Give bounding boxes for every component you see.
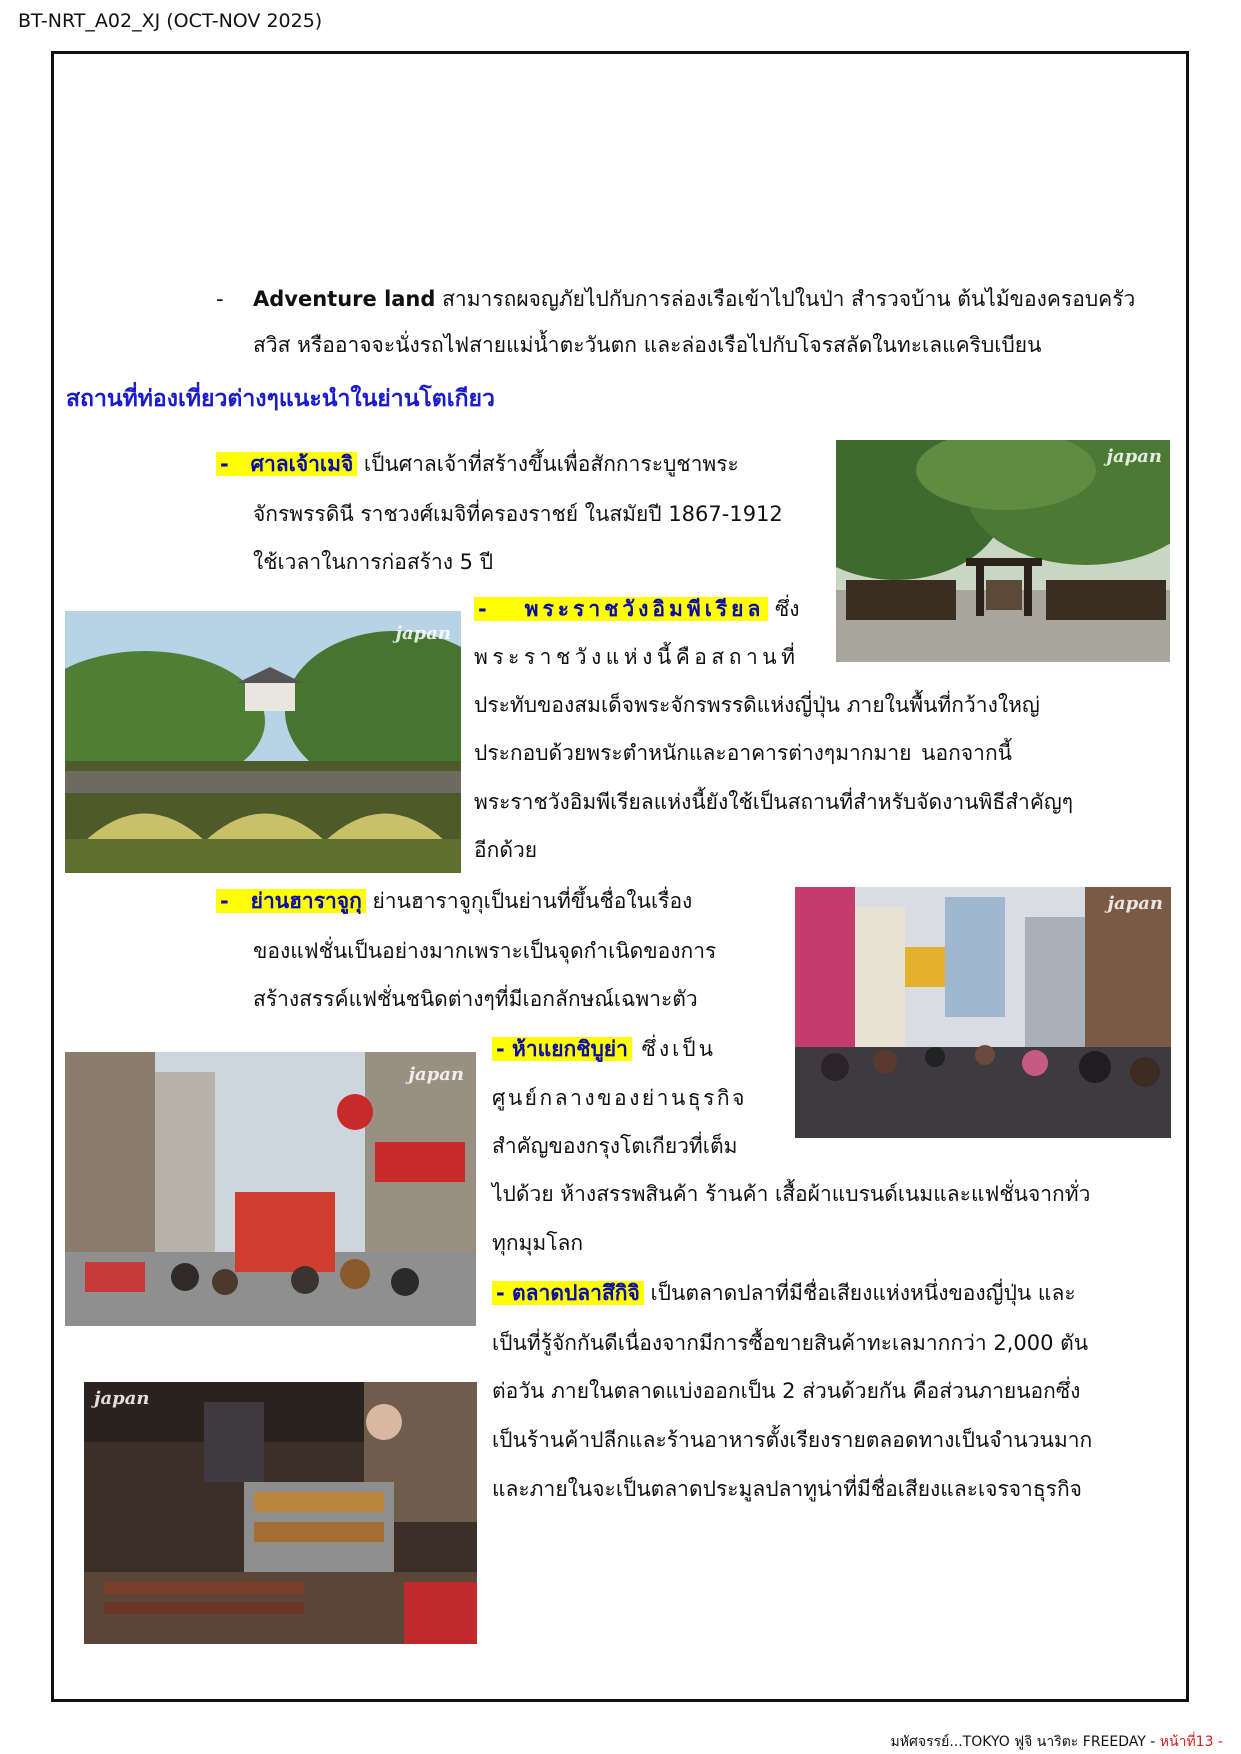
harajuku-line-3: สร้างสรรค์แฟชั่นชนิดต่างๆที่มีเอกลักษณ์เฉพาะตัว [253,987,698,1011]
adventure-bullet: - [216,287,224,311]
imperial-palace-photo [65,611,461,873]
document-code: BT-NRT_A02_XJ (OCT-NOV 2025) [18,10,323,32]
shibuya-line-1: - ห้าแยกชิบูย่า ซึ่งเป็น [492,1034,716,1064]
tsukiji-line-5: และภายในจะเป็นตลาดประมูลปลาทูน่าที่มีชื่อเสียงและเจรจาธุรกิจ [492,1477,1082,1501]
section-title: สถานที่ท่องเที่ยวต่างๆแนะนำในย่านโตเกียว [66,386,495,412]
meiji-line-1: - ศาลเจ้าเมจิ เป็นศาลเจ้าที่สร้างขึ้นเพื่อสักการะบูชาพระ [216,449,739,479]
palace-title: - พระราชวังอิมพีเรียล [474,597,768,621]
adventure-text-1: สามารถผจญภัยไปกับการล่องเรือเข้าไปในป่า สำรวจบ้าน ต้นไม้ของครอบครัว [435,287,1136,311]
watermark: japan [94,1388,150,1409]
palace-line-4: ประกอบด้วยพระตำหนักและอาคารต่างๆมากมาย นอกจากนี้ [474,741,1013,765]
page-number: หน้าที่13 - [1159,1734,1223,1750]
shibuya-line-4: ไปด้วย ห้างสรรพสินค้า ร้านค้า เสื้อผ้าแบรนด์เนมและแฟชั่นจากทั่ว [492,1182,1091,1206]
harajuku-title: - ย่านฮาราจูกุ [216,889,366,913]
footer-text: มหัศจรรย์...TOKYO ฟูจิ นาริตะ FREEDAY - [890,1734,1160,1750]
harajuku-line-2: ของแฟชั่นเป็นอย่างมากเพราะเป็นจุดกำเนิดของการ [253,939,717,963]
page-footer [891,1731,1223,1753]
palace-line-6: อีกด้วย [474,838,538,862]
meiji-shrine-photo [836,440,1170,662]
adventure-title: Adventure land [253,287,436,311]
palace-line-3: ประทับของสมเด็จพระจักรพรรดิแห่งญี่ปุ่น ภายในพื้นที่กว้างใหญ่ [474,693,1040,717]
palace-line-2: พระราชวังแห่งนี้คือสถานที่ [474,645,800,669]
harajuku-street-photo [795,887,1171,1138]
shibuya-line-2: ศูนย์กลางของย่านธุรกิจ [492,1086,747,1110]
shibuya-title: - ห้าแยกชิบูย่า [492,1037,632,1061]
tsukiji-market-photo [84,1382,477,1644]
tsukiji-line-2: เป็นที่รู้จักกันดีเนื่องจากมีการซื้อขายสินค้าทะเลมากกว่า 2,000 ตัน [492,1331,1089,1355]
shibuya-line-5: ทุกมุมโลก [492,1231,584,1255]
watermark: japan [408,1064,464,1085]
shibuya-line-3: สำคัญของกรุงโตเกียวที่เต็ม [492,1134,738,1158]
adventure-line-1 [253,284,1135,314]
palace-line-1: - พระราชวังอิมพีเรียล ซึ่ง [474,594,800,624]
meiji-title: - ศาลเจ้าเมจิ [216,452,357,476]
watermark: japan [395,623,451,644]
watermark: japan [1106,446,1162,467]
palace-line-5: พระราชวังอิมพีเรียลแห่งนี้ยังใช้เป็นสถานที่สำหรับจัดงานพิธีสำคัญๆ [474,790,1074,814]
tsukiji-line-1: - ตลาดปลาสึกิจิ เป็นตลาดปลาที่มีชื่อเสียงแห่งหนึ่งของญี่ปุ่น และ [492,1278,1076,1308]
harajuku-line-1: - ย่านฮาราจูกุ ย่านฮาราจูกุเป็นย่านที่ขึ้นชื่อในเรื่อง [216,886,692,916]
meiji-line-2: จักรพรรดินี ราชวงศ์เมจิที่ครองราชย์ ในสมัยปี 1867-1912 [253,502,783,526]
tsukiji-line-3: ต่อวัน ภายในตลาดแบ่งออกเป็น 2 ส่วนด้วยกัน คือส่วนภายนอกซึ่ง [492,1379,1081,1403]
tsukiji-title: - ตลาดปลาสึกิจิ [492,1281,644,1305]
adventure-line-2: สวิส หรืออาจจะนั่งรถไฟสายแม่น้ำตะวันตก และล่องเรือไปกับโจรสลัดในทะเลแคริบเบียน [253,333,1042,357]
meiji-line-3: ใช้เวลาในการก่อสร้าง 5 ปี [253,550,494,574]
watermark: japan [1107,893,1163,914]
tsukiji-line-4: เป็นร้านค้าปลีกและร้านอาหารตั้งเรียงรายตลอดทางเป็นจำนวนมาก [492,1428,1093,1452]
shibuya-crossing-photo [65,1052,476,1326]
